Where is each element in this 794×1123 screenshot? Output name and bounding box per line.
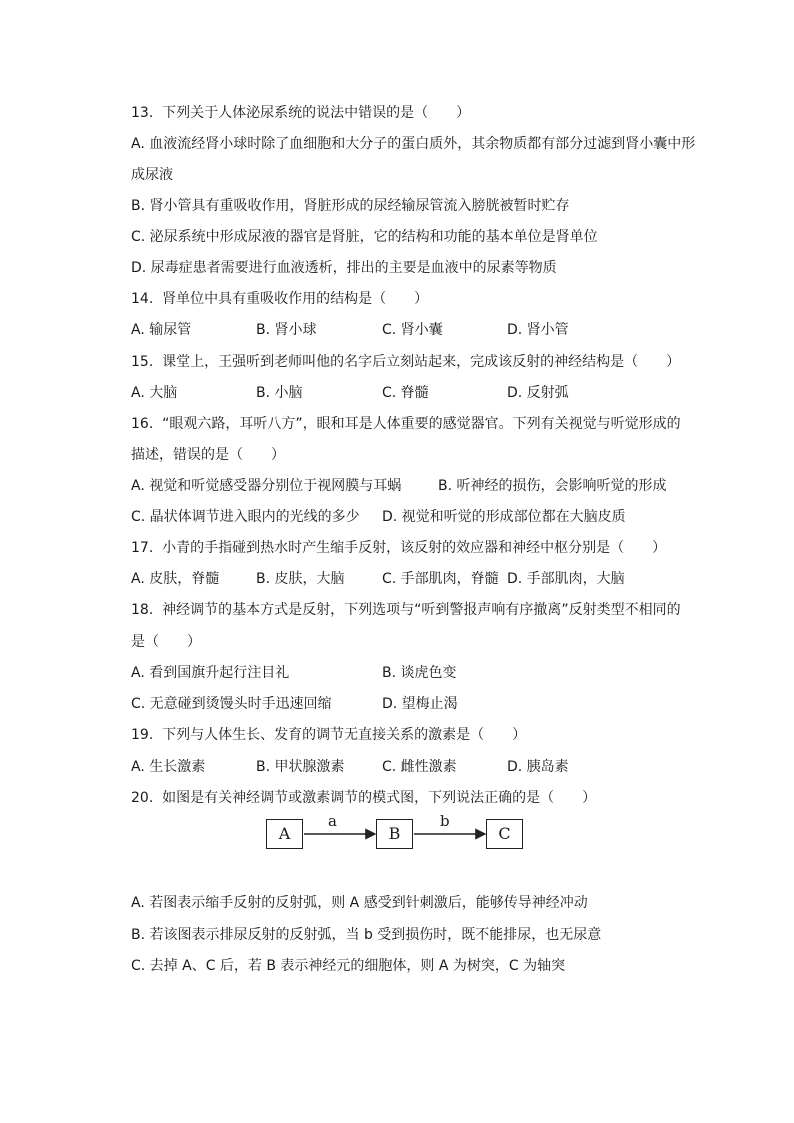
box-b: B bbox=[376, 819, 413, 849]
q19-option-b: B. 甲状腺激素 bbox=[256, 759, 345, 775]
q18-option-a: A. 看到国旗升起行注目礼 bbox=[131, 665, 290, 681]
q16-option-b: B. 听神经的损伤，会影响听觉的形成 bbox=[438, 478, 667, 494]
q15-option-d: D. 反射弧 bbox=[507, 385, 569, 401]
box-c: C bbox=[486, 819, 523, 849]
flow-diagram bbox=[266, 812, 528, 856]
q16-stem-cont: 描述，错误的是（ ） bbox=[131, 447, 285, 463]
q19-option-c: C. 雌性激素 bbox=[382, 759, 457, 775]
q13-option-a-cont: 成尿液 bbox=[131, 167, 173, 183]
q17-option-c: C. 手部肌肉，脊髓 bbox=[382, 571, 499, 587]
q17-stem: 17. 小青的手指碰到热水时产生缩手反射，该反射的效应器和神经中枢分别是（ ） bbox=[131, 540, 667, 556]
q16-option-c: C. 晶状体调节进入眼内的光线的多少 bbox=[131, 509, 360, 525]
q20-stem: 20. 如图是有关神经调节或激素调节的模式图，下列说法正确的是（ ） bbox=[131, 790, 597, 806]
q14-option-c: C. 肾小囊 bbox=[382, 322, 443, 338]
q19-stem: 19. 下列与人体生长、发育的调节无直接关系的激素是（ ） bbox=[131, 727, 527, 743]
q15-option-c: C. 脊髓 bbox=[382, 385, 429, 401]
q16-option-a: A. 视觉和听觉感受器分别位于视网膜与耳蜗 bbox=[131, 478, 402, 494]
q18-stem-cont: 是（ ） bbox=[131, 634, 201, 650]
q17-option-b: B. 皮肤，大脑 bbox=[256, 571, 345, 587]
q15-option-b: B. 小脑 bbox=[256, 385, 303, 401]
q13-option-b: B. 肾小管具有重吸收作用，肾脏形成的尿经输尿管流入膀胱被暂时贮存 bbox=[131, 198, 570, 214]
q15-option-a: A. 大脑 bbox=[131, 385, 178, 401]
q20-option-c: C. 去掉 A、C 后，若 B 表示神经元的细胞体，则 A 为树突，C 为轴突 bbox=[131, 958, 566, 974]
q14-stem: 14. 肾单位中具有重吸收作用的结构是（ ） bbox=[131, 291, 429, 307]
q18-option-c: C. 无意碰到烫馒头时手迅速回缩 bbox=[131, 696, 332, 712]
q19-option-a: A. 生长激素 bbox=[131, 759, 206, 775]
q13-option-d: D. 尿毒症患者需要进行血液透析，排出的主要是血液中的尿素等物质 bbox=[131, 260, 557, 276]
q13-stem: 13. 下列关于人体泌尿系统的说法中错误的是（ ） bbox=[131, 105, 471, 121]
q16-option-d: D. 视觉和听觉的形成部位都在大脑皮质 bbox=[382, 509, 626, 525]
q17-option-a: A. 皮肤，脊髓 bbox=[131, 571, 220, 587]
arrow-label-b: b bbox=[440, 812, 450, 830]
q17-option-d: D. 手部肌肉，大脑 bbox=[507, 571, 625, 587]
q18-option-d: D. 望梅止渴 bbox=[382, 696, 458, 712]
q20-option-b: B. 若该图表示排尿反射的反射弧，当 b 受到损伤时，既不能排尿，也无尿意 bbox=[131, 927, 602, 943]
arrow-label-a: a bbox=[328, 812, 337, 830]
q14-option-b: B. 肾小球 bbox=[256, 322, 317, 338]
q14-option-a: A. 输尿管 bbox=[131, 322, 192, 338]
q20-option-a: A. 若图表示缩手反射的反射弧，则 A 感受到针刺激后，能够传导神经冲动 bbox=[131, 895, 588, 911]
q13-option-c: C. 泌尿系统中形成尿液的器官是肾脏，它的结构和功能的基本单位是肾单位 bbox=[131, 229, 598, 245]
box-a: A bbox=[266, 819, 303, 849]
q15-stem: 15. 课堂上，王强听到老师叫他的名字后立刻站起来，完成该反射的神经结构是（ ） bbox=[131, 354, 681, 370]
q18-stem: 18. 神经调节的基本方式是反射，下列选项与“听到警报声响有序撤离”反射类型不相同的 bbox=[131, 602, 681, 618]
q13-option-a: A. 血液流经肾小球时除了血细胞和大分子的蛋白质外，其余物质都有部分过滤到肾小囊中形 bbox=[131, 136, 696, 152]
q19-option-d: D. 胰岛素 bbox=[507, 759, 569, 775]
q14-option-d: D. 肾小管 bbox=[507, 322, 569, 338]
q18-option-b: B. 谈虎色变 bbox=[382, 665, 457, 681]
q16-stem: 16. “眼观六路，耳听八方”，眼和耳是人体重要的感觉器官。下列有关视觉与听觉形成的 bbox=[131, 416, 681, 432]
